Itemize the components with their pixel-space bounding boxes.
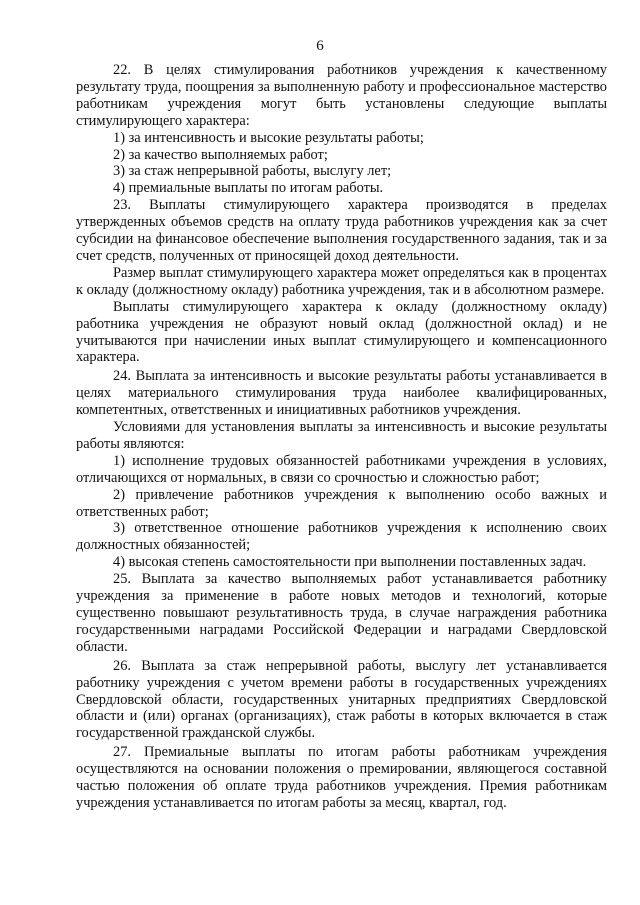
- document-body: [76, 62, 607, 812]
- paragraph-22: 22. В целях стимулирования работников учреждения к качественному результату труда, поощрения за выполненную работу и профессиональное мастерство работникам учреждения могут быть установлены следующие выплаты стимулирующего характера:: [76, 62, 607, 129]
- list-item-24-2: 2) привлечение работников учреждения к выполнению особо важных и ответственных работ;: [76, 486, 607, 520]
- list-item-22-4: 4) премиальные выплаты по итогам работы.: [113, 180, 384, 197]
- list-item-22-3: 3) за стаж непрерывной работы, выслугу лет;: [113, 163, 392, 180]
- list-item-22-2: 2) за качество выполняемых работ;: [113, 146, 328, 163]
- paragraph-23-base: Выплаты стимулирующего характера к окладу (должностному окладу) работника учреждения не образуют новый оклад (должностной оклад) и не учитываются при начислении иных выплат стимулирующего и компенсационного характера.: [76, 298, 607, 366]
- paragraph-26: 26. Выплата за стаж непрерывной работы, выслугу лет устанавливается работнику учреждения с учетом времени работы в государственных учреждениях Свердловской области, государственных унитарных предприятиях Свердловской области и (или) органах (организациях), стаж работы в которых включается в стаж государственной гражданской службы.: [76, 657, 607, 742]
- paragraph-23-size: Размер выплат стимулирующего характера может определяться как в процентах к окладу (должностному окладу) работника учреждения, так и в абсолютном размере.: [76, 264, 607, 298]
- paragraph-27: 27. Премиальные выплаты по итогам работы работникам учреждения осуществляются на основании положения о премировании, являющегося составной частью положения об оплате труда работников учреждения. Премия работникам учреждения устанавливается по итогам работы за месяц, квартал, год.: [76, 744, 607, 811]
- paragraph-25: 25. Выплата за качество выполняемых работ устанавливается работнику учреждения за применение в работе новых методов и технологий, которые существенно повышают результативность труда, в случае награждения работника государственными наградами Российской Федерации и наградами Свердловской области.: [76, 571, 607, 655]
- list-item-22-1: 1) за интенсивность и высокие результаты работы;: [113, 129, 424, 146]
- paragraph-23: 23. Выплаты стимулирующего характера производятся в пределах утвержденных объемов средств на оплату труда работников учреждения как за счет субсидии на финансовое обеспечение выполнения государственного задания, так и за счет средств, полученных от приносящей доход деятельности.: [76, 197, 607, 264]
- list-item-24-1: 1) исполнение трудовых обязанностей работниками учреждения в условиях, отличающихся от нормальных, в связи со срочностью и сложностью работ;: [76, 452, 607, 486]
- paragraph-24: 24. Выплата за интенсивность и высокие результаты работы устанавливается в целях материального стимулирования труда наиболее квалифицированных, компетентных, ответственных и инициативных работников учреждения.: [76, 368, 607, 419]
- paragraph-24-conditions: Условиями для установления выплаты за интенсивность и высокие результаты работы являются:: [76, 419, 607, 452]
- list-item-24-3: 3) ответственное отношение работников учреждения к исполнению своих должностных обязанностей;: [76, 520, 607, 554]
- list-item-24-4: 4) высокая степень самостоятельности при выполнении поставленных задач.: [113, 554, 587, 571]
- page-number: 6: [316, 38, 324, 54]
